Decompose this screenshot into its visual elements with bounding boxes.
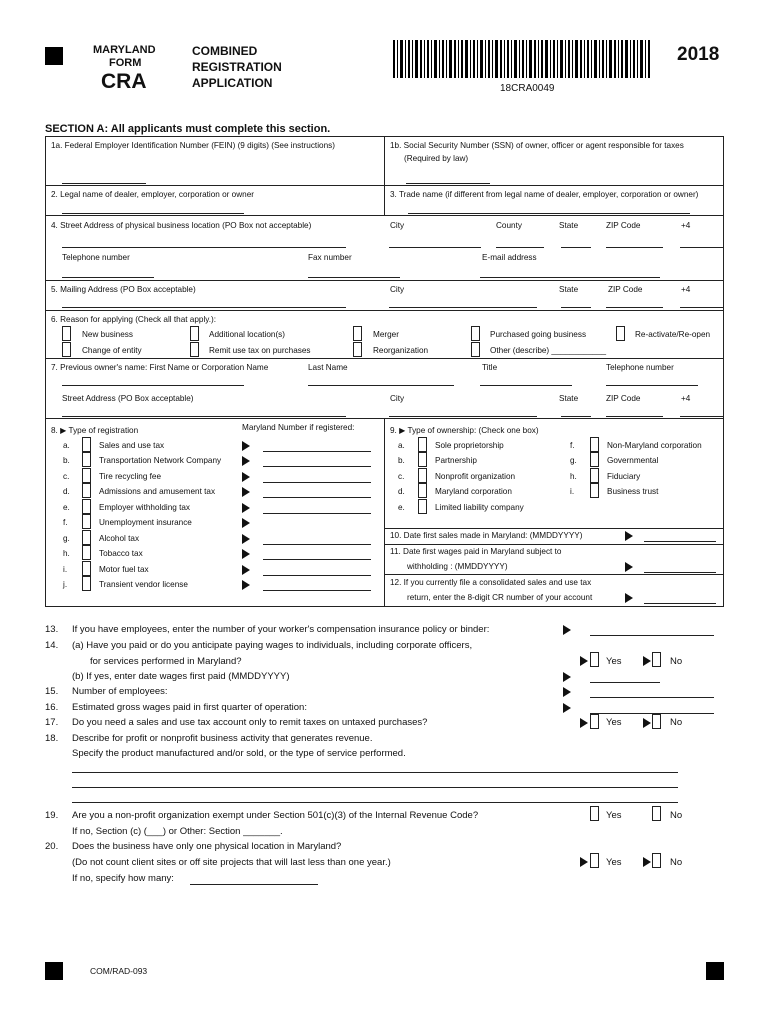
reg-type-label: Admissions and amusement tax <box>99 487 216 496</box>
q20-text: Does the business have only one physical location in Maryland? <box>72 841 342 852</box>
arrow-icon <box>242 534 250 544</box>
md-number-input[interactable] <box>263 482 371 483</box>
reason-reactivate: Re-activate/Re-open <box>635 330 711 339</box>
reason-change-entity: Change of entity <box>82 346 142 355</box>
reg-type-checkbox[interactable] <box>82 576 91 591</box>
q18-text: Describe for profit or nonprofit business activity that generates revenue. <box>72 733 373 744</box>
f7-title-input[interactable] <box>480 385 572 386</box>
f7-plus4-label: +4 <box>681 394 691 403</box>
reg-type-checkbox[interactable] <box>82 499 91 514</box>
reg-letter: e. <box>63 503 70 512</box>
ownership-label: Business trust <box>607 487 659 496</box>
f4-city-label: City <box>390 221 405 230</box>
ownership-checkbox[interactable] <box>590 468 599 483</box>
arrow-icon <box>242 487 250 497</box>
own-letter: e. <box>398 503 405 512</box>
reg-letter: j. <box>63 580 68 589</box>
fein-input[interactable] <box>62 183 146 184</box>
field-11-label: 11. Date first wages paid in Maryland subject to <box>390 547 562 556</box>
reason-reorganization: Reorganization <box>373 346 429 355</box>
f4-email-input[interactable] <box>480 277 660 278</box>
reg-type-checkbox[interactable] <box>82 561 91 576</box>
q17-number: 17. <box>45 717 59 728</box>
field-10-label: 10. Date first sales made in Maryland: (MMDDYYYY) <box>390 531 583 540</box>
form-label: FORM <box>109 57 142 69</box>
reason-additional-location-checkbox[interactable] <box>190 326 199 341</box>
own-letter: a. <box>398 441 405 450</box>
q19-section-text: If no, Section (c) (___) or Other: Section _______. <box>72 826 283 837</box>
legal-name-input[interactable] <box>62 213 244 214</box>
f4-city-input[interactable] <box>389 247 481 248</box>
field-4-label: 4. Street Address of physical business location (PO Box not acceptable) <box>51 221 312 230</box>
arrow-icon <box>643 718 651 728</box>
ssn-input[interactable] <box>406 183 490 184</box>
q18-number: 18. <box>45 733 59 744</box>
f4-fax-label: Fax number <box>308 253 352 262</box>
reason-change-entity-checkbox[interactable] <box>62 342 71 357</box>
arrow-icon <box>242 503 250 513</box>
q19-yes-checkbox[interactable] <box>590 806 599 821</box>
field-1b-label: 1b. Social Security Number (SSN) of owner, officer or agent responsible for taxes <box>390 141 684 150</box>
own-letter: d. <box>398 487 405 496</box>
reason-purchased-checkbox[interactable] <box>471 326 480 341</box>
f4-zip-input[interactable] <box>606 247 663 248</box>
field-1a-label: 1a. Federal Employer Identification Number (FEIN) (9 digits) (See instructions) <box>51 141 335 150</box>
q18-input-line-3[interactable] <box>72 802 678 803</box>
q17-yes-checkbox[interactable] <box>590 714 599 729</box>
f5-zip-input[interactable] <box>606 307 663 308</box>
ownership-label: Sole proprietorship <box>435 441 504 450</box>
arrow-icon <box>242 441 250 451</box>
q14-no-label: No <box>670 656 683 667</box>
f7-city-input[interactable] <box>389 416 537 417</box>
form-code: CRA <box>101 70 147 93</box>
reg-letter: f. <box>63 518 68 527</box>
own-letter: f. <box>570 441 575 450</box>
ownership-label: Limited liability company <box>435 503 524 512</box>
q17-no-checkbox[interactable] <box>652 714 661 729</box>
q19-number: 19. <box>45 810 59 821</box>
ownership-label: Governmental <box>607 456 659 465</box>
first-wages-date-input[interactable] <box>644 572 716 573</box>
f4-phone-input[interactable] <box>62 277 154 278</box>
reg-type-label: Tobacco tax <box>99 549 143 558</box>
arrow-icon <box>242 518 250 528</box>
f8-md-number-label: Maryland Number if registered: <box>242 423 355 432</box>
f7-last-input[interactable] <box>308 385 454 386</box>
field-12-label-2: return, enter the 8-digit CR number of your account <box>407 593 593 602</box>
q14-yes-label: Yes <box>606 656 622 667</box>
ownership-checkbox[interactable] <box>590 483 599 498</box>
md-number-input[interactable] <box>263 544 371 545</box>
trade-name-input[interactable] <box>408 213 690 214</box>
own-letter: c. <box>398 472 405 481</box>
field-3-label: 3. Trade name (if different from legal name of dealer, employer, corporation or owner) <box>390 190 699 199</box>
reason-new-business-checkbox[interactable] <box>62 326 71 341</box>
field-5-label: 5. Mailing Address (PO Box acceptable) <box>51 285 196 294</box>
reason-purchased: Purchased going business <box>490 330 587 339</box>
q15-number: 15. <box>45 686 59 697</box>
reason-other: Other (describe) ____________ <box>490 346 607 355</box>
field-11-label-2: withholding : (MMDDYYYY) <box>407 562 508 571</box>
q20-how-many-text: If no, specify how many: <box>72 873 174 884</box>
ownership-checkbox[interactable] <box>418 452 427 467</box>
q18-text-2: Specify the product manufactured and/or sold, or the type of service performed. <box>72 748 406 759</box>
f7-street-label: Street Address (PO Box acceptable) <box>62 394 194 403</box>
q15-input[interactable] <box>590 697 714 698</box>
arrow-icon <box>625 531 633 541</box>
field-12-label: 12. If you currently file a consolidated sales and use tax <box>390 578 592 587</box>
q14b-input[interactable] <box>590 682 660 683</box>
own-letter: g. <box>570 456 577 465</box>
f7-plus4-input[interactable] <box>680 416 724 417</box>
q20-no-checkbox[interactable] <box>652 853 661 868</box>
f7-zip-label: ZIP Code <box>606 394 641 403</box>
f5-mail-input[interactable] <box>62 307 346 308</box>
f4-email-label: E-mail address <box>482 253 537 262</box>
f7-street-input[interactable] <box>62 416 346 417</box>
form-year: 2018 <box>677 44 720 65</box>
reason-remit-use-tax: Remit use tax on purchases <box>209 346 311 355</box>
arrow-icon <box>580 656 588 666</box>
q17-no-label: No <box>670 717 683 728</box>
f5-city-label: City <box>390 285 405 294</box>
field-7-label: 7. Previous owner's name: First Name or Corporation Name <box>51 363 269 372</box>
q18-input-line-1[interactable] <box>72 772 678 773</box>
md-number-input[interactable] <box>263 497 371 498</box>
f7-zip-input[interactable] <box>606 416 663 417</box>
ownership-label: Non-Maryland corporation <box>607 441 702 450</box>
f4-phone-label: Telephone number <box>62 253 130 262</box>
title-line-3: APPLICATION <box>192 76 273 90</box>
q16-number: 16. <box>45 702 59 713</box>
reg-type-checkbox[interactable] <box>82 545 91 560</box>
reg-type-label: Motor fuel tax <box>99 565 149 574</box>
q20-yes-checkbox[interactable] <box>590 853 599 868</box>
q13-text: If you have employees, enter the number of your worker's compensation insurance policy or binder: <box>72 624 490 635</box>
reg-type-checkbox[interactable] <box>82 483 91 498</box>
reg-type-checkbox[interactable] <box>82 437 91 452</box>
ownership-checkbox[interactable] <box>418 483 427 498</box>
registration-mark-bottom-right <box>706 962 724 980</box>
arrow-icon <box>563 703 571 713</box>
arrow-icon <box>643 656 651 666</box>
f7-last-label: Last Name <box>308 363 348 372</box>
f5-state-label: State <box>559 285 579 294</box>
q20-no-label: No <box>670 857 683 868</box>
reg-type-label: Tire recycling fee <box>99 472 162 481</box>
q17-text: Do you need a sales and use tax account only to remit taxes on untaxed purchases? <box>72 717 428 728</box>
f7-phone-input[interactable] <box>606 385 698 386</box>
arrow-icon <box>643 857 651 867</box>
reg-letter: a. <box>63 441 70 450</box>
field-6-label: 6. Reason for applying (Check all that apply.): <box>51 315 217 324</box>
md-number-input[interactable] <box>263 466 371 467</box>
q14b-text: (b) If yes, enter date wages first paid (MMDDYYYY) <box>72 671 290 682</box>
ownership-checkbox[interactable] <box>418 468 427 483</box>
q20-yes-label: Yes <box>606 857 622 868</box>
arrow-icon <box>625 562 633 572</box>
q14a-text: (a) Have you paid or do you anticipate paying wages to individuals, including corporate officers, <box>72 640 473 651</box>
f5-city-input[interactable] <box>389 307 537 308</box>
q19-no-label: No <box>670 810 683 821</box>
first-sales-date-input[interactable] <box>644 541 716 542</box>
arrow-icon <box>242 565 250 575</box>
reason-merger-checkbox[interactable] <box>353 326 362 341</box>
q17-yes-label: Yes <box>606 717 622 728</box>
reg-letter: i. <box>63 565 68 574</box>
reason-reactivate-checkbox[interactable] <box>616 326 625 341</box>
reg-type-label: Unemployment insurance <box>99 518 192 527</box>
own-letter: b. <box>398 456 405 465</box>
q18-input-line-2[interactable] <box>72 787 678 788</box>
section-a-title: SECTION A: All applicants must complete this section. <box>45 123 331 135</box>
q19-yes-label: Yes <box>606 810 622 821</box>
title-line-2: REGISTRATION <box>192 60 282 74</box>
reg-type-label: Transportation Network Company <box>99 456 222 465</box>
f7-first-input[interactable] <box>62 385 244 386</box>
f5-plus4-input[interactable] <box>680 307 724 308</box>
ownership-checkbox[interactable] <box>418 499 427 514</box>
arrow-icon <box>242 580 250 590</box>
q20-how-many-input[interactable] <box>190 884 318 885</box>
arrow-icon <box>563 672 571 682</box>
f4-county-label: County <box>496 221 522 230</box>
reg-type-checkbox[interactable] <box>82 468 91 483</box>
ownership-label: Partnership <box>435 456 477 465</box>
f7-state-label: State <box>559 394 579 403</box>
f4-state-label: State <box>559 221 579 230</box>
q14-number: 14. <box>45 640 59 651</box>
q14a-text-2: for services performed in Maryland? <box>90 656 242 667</box>
reg-letter: b. <box>63 456 70 465</box>
field-8-label: 8. ▶ Type of registration <box>51 426 139 435</box>
title-line-1: COMBINED <box>192 44 258 58</box>
barcode-text: 18CRA0049 <box>500 83 555 94</box>
reg-type-label: Alcohol tax <box>99 534 140 543</box>
f5-state-input[interactable] <box>561 307 591 308</box>
reason-additional-location: Additional location(s) <box>209 330 286 339</box>
cr-number-input[interactable] <box>644 603 716 604</box>
reg-letter: h. <box>63 549 70 558</box>
f7-title-label: Title <box>482 363 498 372</box>
f4-state-input[interactable] <box>561 247 591 248</box>
f4-zip-label: ZIP Code <box>606 221 641 230</box>
ownership-checkbox[interactable] <box>590 452 599 467</box>
f5-zip-label: ZIP Code <box>608 285 643 294</box>
reason-other-checkbox[interactable] <box>471 342 480 357</box>
ownership-label: Maryland corporation <box>435 487 512 496</box>
f7-city-label: City <box>390 394 405 403</box>
reg-type-checkbox[interactable] <box>82 530 91 545</box>
q13-number: 13. <box>45 624 59 635</box>
q20-number: 20. <box>45 841 59 852</box>
arrow-icon <box>242 472 250 482</box>
reg-letter: c. <box>63 472 70 481</box>
arrow-icon <box>580 857 588 867</box>
q13-input[interactable] <box>590 635 714 636</box>
f4-street-input[interactable] <box>62 247 346 248</box>
f7-phone-label: Telephone number <box>606 363 674 372</box>
arrow-icon <box>563 687 571 697</box>
field-2-label: 2. Legal name of dealer, employer, corporation or owner <box>51 190 254 199</box>
reg-type-label: Employer withholding tax <box>99 503 191 512</box>
q19-no-checkbox[interactable] <box>652 806 661 821</box>
arrow-icon <box>580 718 588 728</box>
reg-type-label: Sales and use tax <box>99 441 165 450</box>
q16-text: Estimated gross wages paid in first quarter of operation: <box>72 702 307 713</box>
f5-plus4-label: +4 <box>681 285 691 294</box>
reg-letter: g. <box>63 534 70 543</box>
ownership-label: Nonprofit organization <box>435 472 516 481</box>
ownership-checkbox[interactable] <box>590 437 599 452</box>
reg-type-checkbox[interactable] <box>82 452 91 467</box>
reason-remit-use-tax-checkbox[interactable] <box>190 342 199 357</box>
registration-mark-bottom-left <box>45 962 63 980</box>
md-number-input[interactable] <box>263 451 371 452</box>
q14-no-checkbox[interactable] <box>652 652 661 667</box>
f4-county-input[interactable] <box>496 247 544 248</box>
registration-mark-top-left <box>45 47 63 65</box>
reg-letter: d. <box>63 487 70 496</box>
md-number-input[interactable] <box>263 513 371 514</box>
f4-plus4-label: +4 <box>681 221 691 230</box>
q15-text: Number of employees: <box>72 686 168 697</box>
f7-state-input[interactable] <box>561 416 591 417</box>
reg-type-label: Transient vendor license <box>99 580 188 589</box>
form-number-footer: COM/RAD-093 <box>90 966 148 976</box>
own-letter: h. <box>570 472 577 481</box>
q20-text-2: (Do not count client sites or off site projects that will last less than one year.) <box>72 857 391 868</box>
arrow-icon <box>242 549 250 559</box>
f4-plus4-input[interactable] <box>680 247 724 248</box>
own-letter: i. <box>570 487 575 496</box>
field-1b-note: (Required by law) <box>404 154 469 163</box>
reason-reorganization-checkbox[interactable] <box>353 342 362 357</box>
maryland-label: MARYLAND <box>93 44 156 56</box>
md-number-input[interactable] <box>263 590 371 591</box>
arrow-icon <box>625 593 633 603</box>
f4-fax-input[interactable] <box>308 277 400 278</box>
reason-merger: Merger <box>373 330 399 339</box>
reason-new-business: New business <box>82 330 133 339</box>
ownership-checkbox[interactable] <box>418 437 427 452</box>
reg-type-checkbox[interactable] <box>82 514 91 529</box>
barcode-image <box>393 40 663 80</box>
ownership-label: Fiduciary <box>607 472 641 481</box>
q19-text: Are you a non-profit organization exempt under Section 501(c)(3) of the Internal Revenue Code? <box>72 810 479 821</box>
arrow-icon <box>563 625 571 635</box>
md-number-input[interactable] <box>263 575 371 576</box>
arrow-icon <box>242 456 250 466</box>
md-number-input[interactable] <box>263 559 371 560</box>
q14-yes-checkbox[interactable] <box>590 652 599 667</box>
field-9-label: 9. ▶ Type of ownership: (Check one box) <box>390 426 539 435</box>
